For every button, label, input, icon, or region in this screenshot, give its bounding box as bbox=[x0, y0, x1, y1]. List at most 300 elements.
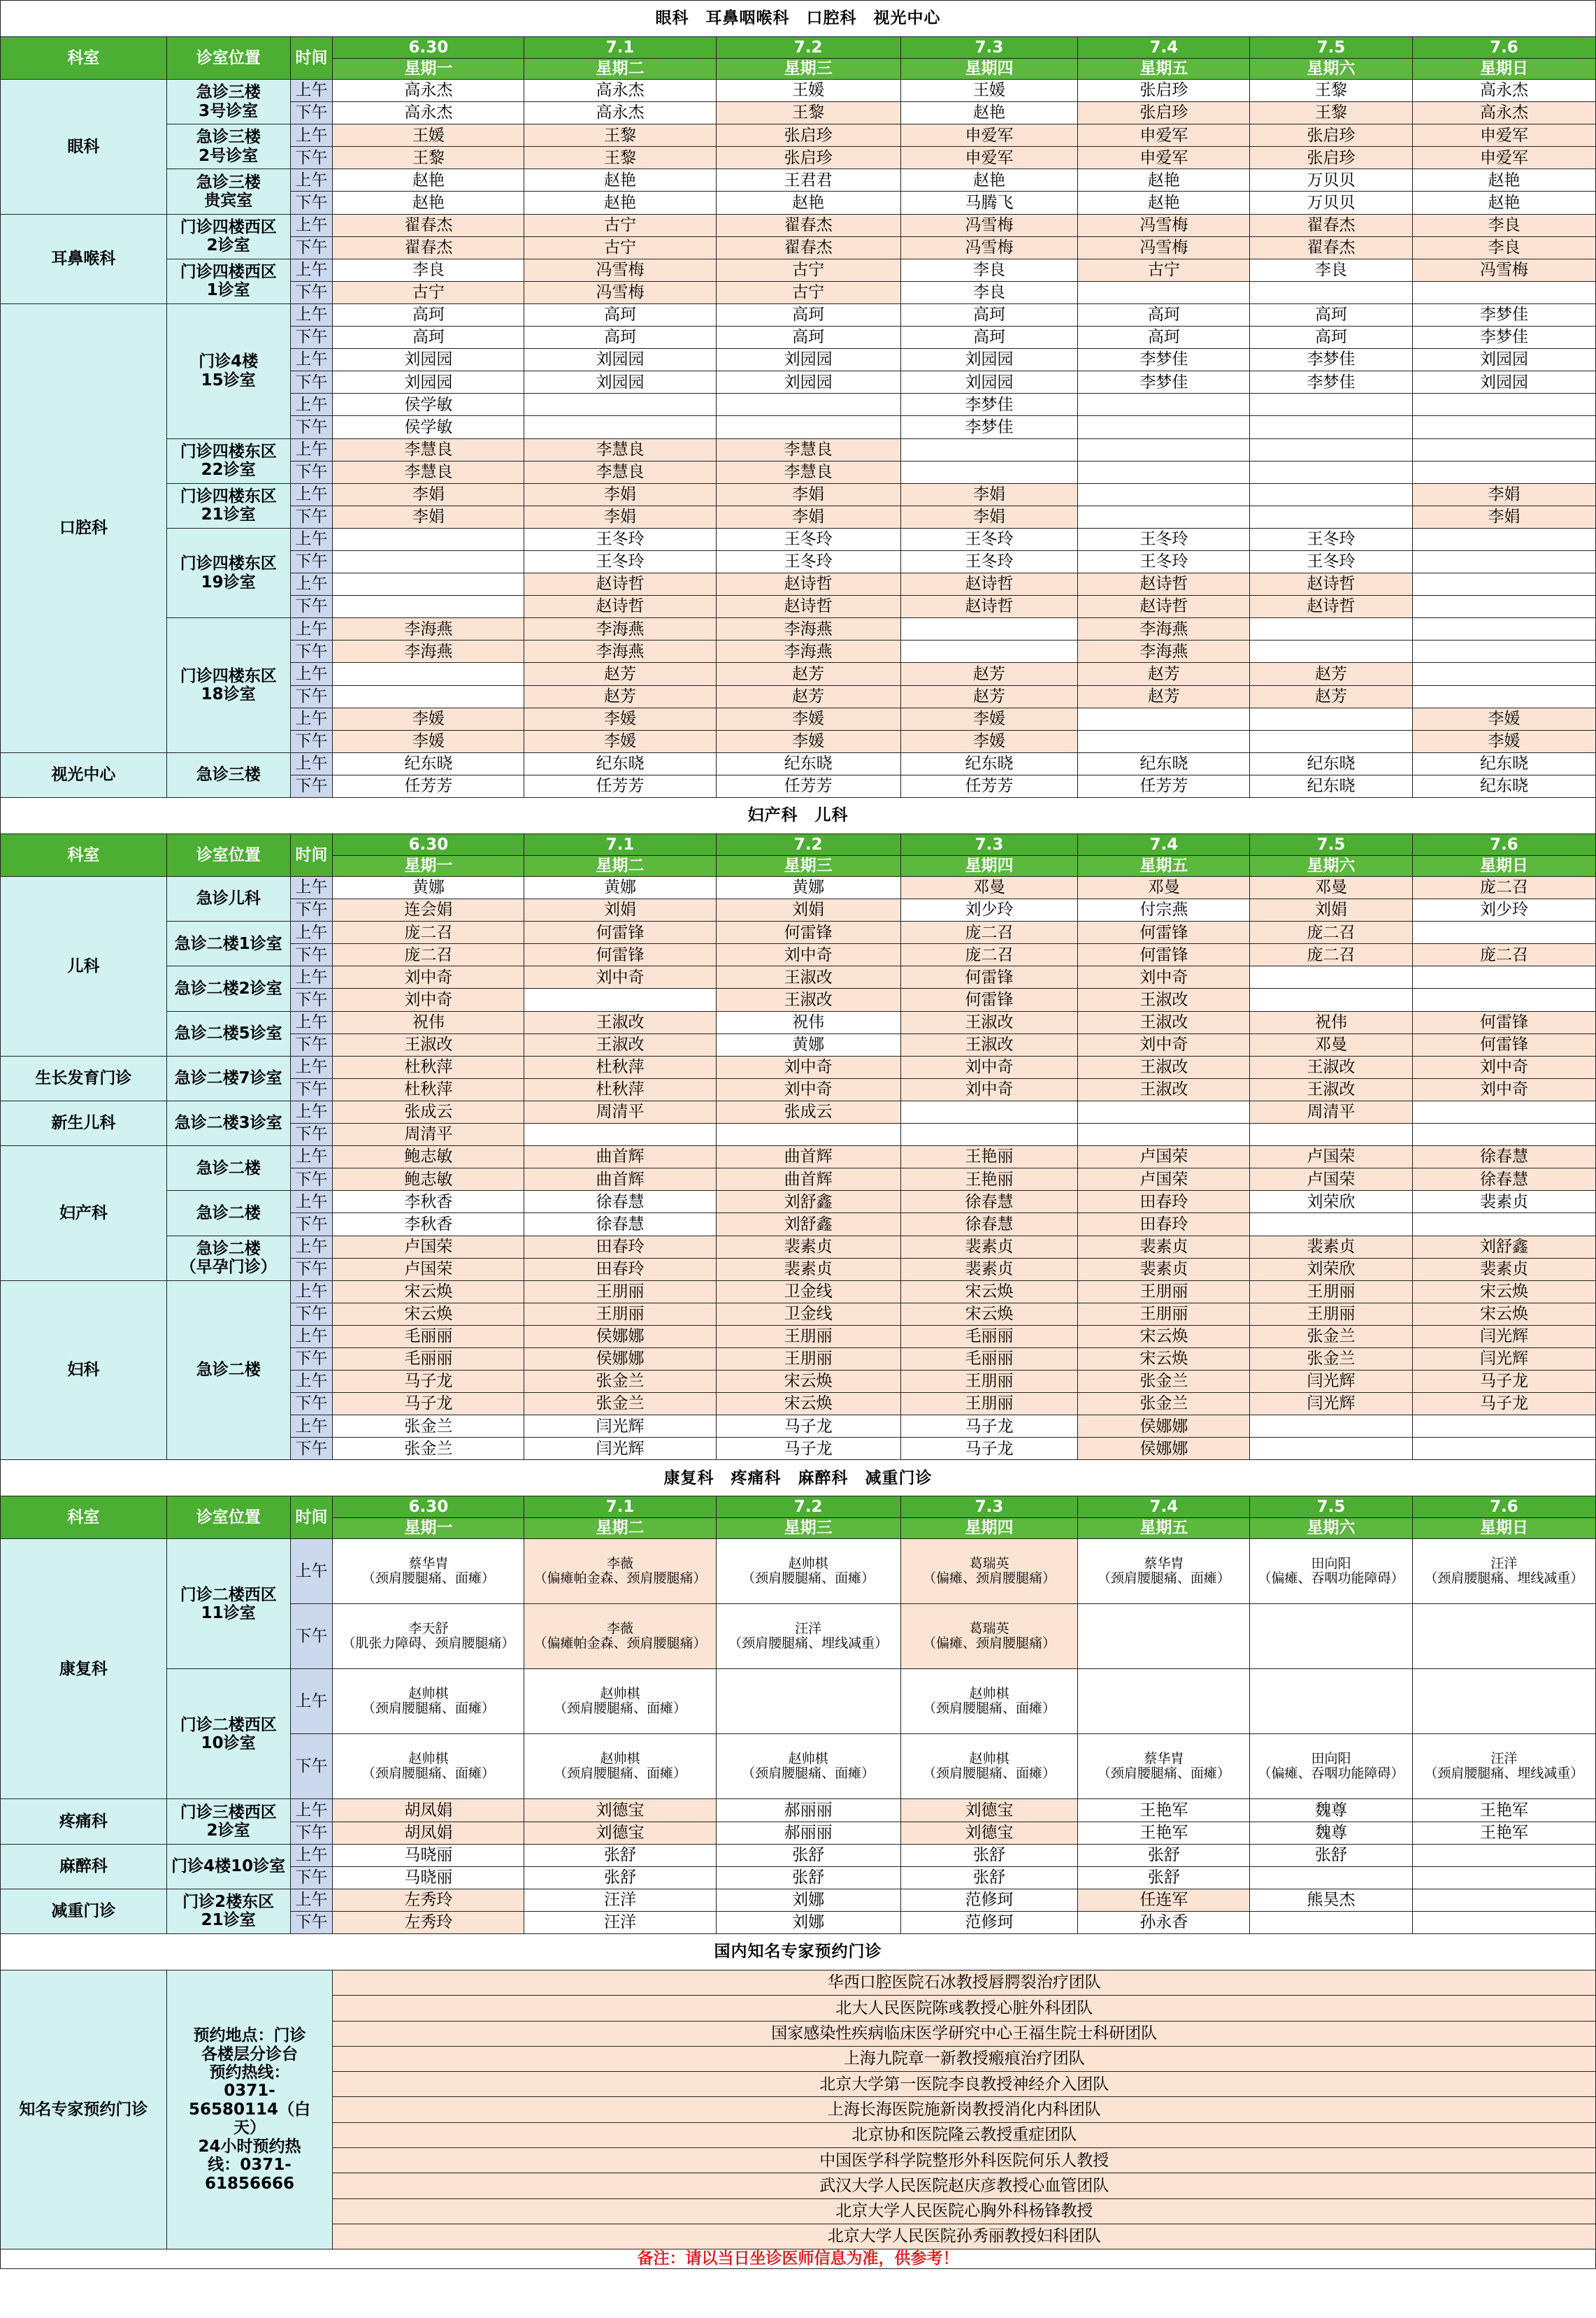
doctor-cell: 宋云焕 bbox=[716, 1393, 900, 1415]
expert-location bbox=[166, 1970, 333, 2249]
doctor-cell: 王朋丽 bbox=[900, 1371, 1078, 1393]
doctor-cell: 高永杰 bbox=[1412, 102, 1595, 124]
room-location: 门诊四楼东区 22诊室 bbox=[166, 438, 290, 483]
doctor-cell: 汪洋 bbox=[524, 1911, 716, 1933]
doctor-cell: 庞二召 bbox=[900, 922, 1078, 944]
doctor-cell: 李慧良 bbox=[716, 438, 900, 461]
time-slot: 上午 bbox=[290, 438, 333, 461]
doctor-cell: 王冬玲 bbox=[524, 528, 716, 550]
doctor-cell: 徐春慧 bbox=[900, 1213, 1078, 1236]
doctor-cell: 赵帅棋 （颈肩腰腿痛、面瘫） bbox=[900, 1734, 1078, 1799]
time-slot: 上午 bbox=[290, 80, 333, 102]
doctor-cell: 赵帅棋 （颈肩腰腿痛、面瘫） bbox=[716, 1734, 900, 1799]
date-header: 7.4 bbox=[1078, 1496, 1250, 1518]
time-slot: 上午 bbox=[290, 349, 333, 371]
doctor-cell: 赵艳 bbox=[716, 192, 900, 214]
doctor-cell bbox=[1250, 618, 1413, 641]
doctor-cell: 王媛 bbox=[900, 80, 1078, 102]
doctor-cell bbox=[1250, 461, 1413, 483]
header-date-row bbox=[1, 37, 1596, 59]
doctor-cell: 赵芳 bbox=[1250, 685, 1413, 708]
doctor-cell: 刘中奇 bbox=[716, 1056, 900, 1078]
doctor-cell: 古宁 bbox=[716, 281, 900, 303]
doctor-cell: 张金兰 bbox=[333, 1438, 524, 1460]
expert-team: 北京大学人民医院孙秀丽教授妇科团队 bbox=[333, 2224, 1596, 2249]
time-column-header: 时间 bbox=[290, 834, 333, 877]
doctor-cell: 李良 bbox=[333, 259, 524, 281]
doctor-cell: 何雷锋 bbox=[1078, 922, 1250, 944]
expert-team: 华西口腔医院石冰教授唇腭裂治疗团队 bbox=[333, 1970, 1596, 1996]
doctor-cell bbox=[900, 1101, 1078, 1123]
schedule-row bbox=[1, 169, 1596, 192]
time-slot: 下午 bbox=[290, 989, 333, 1011]
doctor-cell: 王淑改 bbox=[333, 1033, 524, 1056]
weekday-header: 星期四 bbox=[900, 58, 1078, 80]
doctor-cell: 葛瑞英 （偏瘫、颈肩腰腿痛） bbox=[900, 1604, 1078, 1669]
time-slot: 上午 bbox=[290, 124, 333, 147]
doctor-cell: 李良 bbox=[1250, 259, 1413, 281]
doctor-cell: 王媛 bbox=[716, 80, 900, 102]
doctor-cell bbox=[1412, 966, 1595, 989]
doctor-cell: 王黎 bbox=[524, 147, 716, 169]
footnote: 备注：请以当日坐诊医师信息为准，供参考！ bbox=[1, 2249, 1596, 2268]
doctor-cell: 闫光辉 bbox=[1250, 1371, 1413, 1393]
doctor-cell: 李娟 bbox=[1412, 506, 1595, 528]
room-location: 门诊二楼西区 11诊室 bbox=[166, 1539, 290, 1669]
time-slot: 下午 bbox=[290, 641, 333, 663]
time-slot: 下午 bbox=[290, 596, 333, 618]
doctor-cell: 祝伟 bbox=[1250, 1011, 1413, 1033]
doctor-cell: 张舒 bbox=[900, 1866, 1078, 1889]
department-name: 生长发育门诊 bbox=[1, 1056, 167, 1101]
doctor-cell: 田春玲 bbox=[524, 1258, 716, 1280]
weekday-header: 星期四 bbox=[900, 855, 1078, 877]
schedule-row bbox=[1, 1669, 1596, 1734]
doctor-cell: 王冬玲 bbox=[900, 528, 1078, 550]
doctor-cell: 黄娜 bbox=[524, 877, 716, 899]
doctor-cell bbox=[900, 438, 1078, 461]
doctor-cell: 高永杰 bbox=[524, 102, 716, 124]
doctor-cell bbox=[1412, 1101, 1595, 1123]
doctor-cell: 高珂 bbox=[333, 327, 524, 349]
doctor-cell: 冯雪梅 bbox=[900, 214, 1078, 236]
doctor-cell: 张启珍 bbox=[1078, 80, 1250, 102]
doctor-cell: 王媛 bbox=[333, 124, 524, 147]
doctor-cell: 纪东晓 bbox=[1078, 752, 1250, 775]
doctor-cell: 张成云 bbox=[716, 1101, 900, 1123]
doctor-cell: 刘园园 bbox=[1412, 371, 1595, 394]
doctor-cell: 刘园园 bbox=[333, 371, 524, 394]
doctor-cell: 赵艳 bbox=[1078, 192, 1250, 214]
doctor-cell: 郝丽丽 bbox=[716, 1799, 900, 1822]
doctor-cell: 赵艳 bbox=[1078, 169, 1250, 192]
doctor-cell: 赵帅棋 （颈肩腰腿痛、面瘫） bbox=[524, 1669, 716, 1734]
doctor-cell: 纪东晓 bbox=[1412, 775, 1595, 797]
date-header: 7.5 bbox=[1250, 834, 1413, 856]
doctor-cell: 李娟 bbox=[524, 483, 716, 506]
time-slot: 上午 bbox=[290, 1325, 333, 1347]
doctor-cell: 宋云焕 bbox=[333, 1303, 524, 1325]
doctor-cell: 徐春慧 bbox=[1412, 1168, 1595, 1191]
doctor-cell bbox=[1412, 416, 1595, 438]
doctor-cell bbox=[900, 641, 1078, 663]
doctor-cell: 纪东晓 bbox=[1250, 775, 1413, 797]
doctor-cell: 马腾飞 bbox=[900, 192, 1078, 214]
doctor-cell: 田向阳 （偏瘫、吞咽功能障碍） bbox=[1250, 1734, 1413, 1799]
doctor-cell bbox=[1412, 618, 1595, 641]
time-slot: 下午 bbox=[290, 1124, 333, 1146]
doctor-cell bbox=[716, 416, 900, 438]
doctor-cell: 张舒 bbox=[1250, 1844, 1413, 1866]
doctor-cell: 张舒 bbox=[1078, 1866, 1250, 1889]
doctor-cell: 左秀玲 bbox=[333, 1889, 524, 1911]
doctor-cell: 张启珍 bbox=[716, 124, 900, 147]
doctor-cell: 裴素贞 bbox=[716, 1258, 900, 1280]
doctor-cell: 赵帅棋 （颈肩腰腿痛、面瘫） bbox=[900, 1669, 1078, 1734]
doctor-cell: 王朋丽 bbox=[524, 1303, 716, 1325]
doctor-cell bbox=[1078, 281, 1250, 303]
doctor-cell: 黄娜 bbox=[716, 877, 900, 899]
date-header: 7.2 bbox=[716, 37, 900, 59]
time-slot: 下午 bbox=[290, 1303, 333, 1325]
doctor-cell: 赵芳 bbox=[716, 663, 900, 685]
expert-dept-name: 知名专家预约门诊 bbox=[1, 1970, 167, 2249]
doctor-cell: 申爱军 bbox=[900, 147, 1078, 169]
doctor-cell: 侯学敏 bbox=[333, 416, 524, 438]
doctor-cell: 张金兰 bbox=[1078, 1393, 1250, 1415]
doctor-cell bbox=[333, 596, 524, 618]
doctor-cell bbox=[1412, 1604, 1595, 1669]
doctor-cell: 周清平 bbox=[1250, 1101, 1413, 1123]
doctor-cell bbox=[1412, 1889, 1595, 1911]
doctor-cell: 纪东晓 bbox=[524, 752, 716, 775]
doctor-cell: 赵诗哲 bbox=[1250, 596, 1413, 618]
weekday-header: 星期六 bbox=[1250, 1517, 1413, 1539]
time-slot: 上午 bbox=[290, 1191, 333, 1213]
doctor-cell: 宋云焕 bbox=[900, 1303, 1078, 1325]
doctor-cell: 裴素贞 bbox=[1412, 1258, 1595, 1280]
doctor-cell: 田春玲 bbox=[1078, 1191, 1250, 1213]
doctor-cell: 古宁 bbox=[524, 236, 716, 259]
time-slot: 上午 bbox=[290, 303, 333, 326]
doctor-cell: 申爱军 bbox=[1078, 147, 1250, 169]
doctor-cell: 刘园园 bbox=[900, 349, 1078, 371]
doctor-cell: 申爱军 bbox=[1412, 124, 1595, 147]
department-name: 妇产科 bbox=[1, 1146, 167, 1281]
time-slot: 下午 bbox=[290, 192, 333, 214]
doctor-cell: 马晓丽 bbox=[333, 1844, 524, 1866]
doctor-cell bbox=[1078, 394, 1250, 416]
expert-location-line: 61856666 bbox=[205, 2174, 295, 2193]
doctor-cell: 王艳丽 bbox=[900, 1168, 1078, 1191]
room-column-header: 诊室位置 bbox=[166, 1496, 290, 1539]
doctor-cell: 李娟 bbox=[333, 483, 524, 506]
doctor-cell bbox=[1078, 483, 1250, 506]
doctor-cell bbox=[1250, 708, 1413, 730]
time-slot: 下午 bbox=[290, 1604, 333, 1669]
weekday-header: 星期四 bbox=[900, 1517, 1078, 1539]
time-slot: 上午 bbox=[290, 1371, 333, 1393]
room-location: 门诊四楼东区 18诊室 bbox=[166, 618, 290, 753]
date-header: 7.1 bbox=[524, 1496, 716, 1518]
doctor-cell bbox=[1250, 730, 1413, 752]
expert-team: 北大人民医院陈彧教授心脏外科团队 bbox=[333, 1996, 1596, 2021]
expert-team: 国家感染性疾病临床医学研究中心王福生院士科研团队 bbox=[333, 2021, 1596, 2046]
room-location: 门诊2楼东区 21诊室 bbox=[166, 1889, 290, 1933]
department-name: 麻醉科 bbox=[1, 1844, 167, 1889]
time-slot: 上午 bbox=[290, 483, 333, 506]
room-column-header: 诊室位置 bbox=[166, 834, 290, 877]
doctor-cell: 赵诗哲 bbox=[524, 573, 716, 596]
schedule-row bbox=[1, 259, 1596, 281]
doctor-cell: 宋云焕 bbox=[333, 1280, 524, 1303]
doctor-cell: 王淑改 bbox=[900, 1033, 1078, 1056]
section-title: 妇产科 儿科 bbox=[1, 798, 1596, 834]
section-title: 康复科 疼痛科 麻醉科 减重门诊 bbox=[1, 1460, 1596, 1496]
doctor-cell: 汪洋 bbox=[524, 1889, 716, 1911]
doctor-cell: 曲首辉 bbox=[524, 1146, 716, 1168]
time-slot: 下午 bbox=[290, 1033, 333, 1056]
doctor-cell: 刘园园 bbox=[524, 349, 716, 371]
doctor-cell: 李梦佳 bbox=[1412, 303, 1595, 326]
doctor-cell: 刘中奇 bbox=[1412, 1056, 1595, 1078]
doctor-cell: 纪东晓 bbox=[900, 752, 1078, 775]
doctor-cell: 任芳芳 bbox=[333, 775, 524, 797]
doctor-cell: 刘园园 bbox=[900, 371, 1078, 394]
doctor-cell: 李梦佳 bbox=[900, 394, 1078, 416]
doctor-cell: 黄娜 bbox=[333, 877, 524, 899]
doctor-cell: 王艳军 bbox=[1412, 1799, 1595, 1822]
doctor-cell bbox=[1250, 483, 1413, 506]
doctor-cell: 张金兰 bbox=[524, 1393, 716, 1415]
doctor-cell: 张舒 bbox=[716, 1866, 900, 1889]
doctor-cell bbox=[1250, 438, 1413, 461]
doctor-cell: 张金兰 bbox=[1078, 1371, 1250, 1393]
doctor-cell bbox=[1250, 1415, 1413, 1438]
doctor-cell: 刘德宝 bbox=[900, 1822, 1078, 1844]
schedule-row bbox=[1, 1191, 1596, 1213]
time-slot: 上午 bbox=[290, 1669, 333, 1734]
dept-column-header: 科室 bbox=[1, 37, 167, 80]
department-name: 疼痛科 bbox=[1, 1799, 167, 1844]
schedule-row bbox=[1, 80, 1596, 102]
weekday-header: 星期三 bbox=[716, 855, 900, 877]
doctor-cell: 赵芳 bbox=[900, 685, 1078, 708]
doctor-cell: 李媛 bbox=[900, 730, 1078, 752]
time-slot: 上午 bbox=[290, 1415, 333, 1438]
doctor-cell: 张启珍 bbox=[1250, 124, 1413, 147]
date-header: 7.6 bbox=[1412, 1496, 1595, 1518]
doctor-cell bbox=[1250, 1213, 1413, 1236]
doctor-cell: 马子龙 bbox=[716, 1438, 900, 1460]
doctor-cell: 卫金线 bbox=[716, 1280, 900, 1303]
expert-team: 北京大学第一医院李良教授神经介入团队 bbox=[333, 2072, 1596, 2097]
doctor-cell bbox=[1078, 506, 1250, 528]
doctor-cell: 闫光辉 bbox=[524, 1415, 716, 1438]
doctor-cell: 宋云焕 bbox=[716, 1371, 900, 1393]
doctor-cell: 李媛 bbox=[524, 708, 716, 730]
weekday-header: 星期二 bbox=[524, 855, 716, 877]
doctor-cell bbox=[1412, 438, 1595, 461]
doctor-cell: 王黎 bbox=[524, 124, 716, 147]
section-title-row bbox=[1, 1934, 1596, 1970]
doctor-cell: 魏尊 bbox=[1250, 1822, 1413, 1844]
doctor-cell: 赵艳 bbox=[900, 102, 1078, 124]
doctor-cell bbox=[1250, 1911, 1413, 1933]
doctor-cell: 张启珍 bbox=[1250, 147, 1413, 169]
time-slot: 上午 bbox=[290, 1280, 333, 1303]
date-header: 6.30 bbox=[333, 834, 524, 856]
weekday-header: 星期五 bbox=[1078, 855, 1250, 877]
doctor-cell: 李慧良 bbox=[716, 461, 900, 483]
doctor-cell: 马子龙 bbox=[333, 1393, 524, 1415]
doctor-cell bbox=[1412, 573, 1595, 596]
doctor-cell: 张启珍 bbox=[716, 147, 900, 169]
doctor-cell: 高珂 bbox=[1250, 327, 1413, 349]
weekday-header: 星期日 bbox=[1412, 1517, 1595, 1539]
doctor-cell: 徐春慧 bbox=[524, 1213, 716, 1236]
doctor-cell: 李娟 bbox=[524, 506, 716, 528]
doctor-cell: 邓曼 bbox=[1250, 877, 1413, 899]
doctor-cell: 马子龙 bbox=[900, 1415, 1078, 1438]
time-slot: 下午 bbox=[290, 371, 333, 394]
doctor-cell: 祝伟 bbox=[333, 1011, 524, 1033]
doctor-cell: 高珂 bbox=[716, 303, 900, 326]
doctor-cell: 庞二召 bbox=[1250, 944, 1413, 966]
doctor-cell: 李媛 bbox=[716, 730, 900, 752]
doctor-cell: 赵诗哲 bbox=[1078, 573, 1250, 596]
doctor-cell: 李媛 bbox=[333, 730, 524, 752]
doctor-cell: 纪东晓 bbox=[1412, 752, 1595, 775]
doctor-cell: 连会娟 bbox=[333, 899, 524, 922]
doctor-cell: 古宁 bbox=[716, 259, 900, 281]
doctor-cell: 张金兰 bbox=[524, 1371, 716, 1393]
doctor-cell bbox=[716, 394, 900, 416]
doctor-cell: 王冬玲 bbox=[716, 528, 900, 550]
time-slot: 上午 bbox=[290, 1011, 333, 1033]
doctor-cell: 王冬玲 bbox=[1078, 550, 1250, 573]
doctor-cell: 卫金线 bbox=[716, 1303, 900, 1325]
doctor-cell: 裴素贞 bbox=[1078, 1236, 1250, 1258]
time-slot: 下午 bbox=[290, 1438, 333, 1460]
doctor-cell: 李薇 （偏瘫帕金森、颈肩腰腿痛） bbox=[524, 1604, 716, 1669]
doctor-cell: 汪洋 （颈肩腰腿痛、埋线减重） bbox=[716, 1604, 900, 1669]
doctor-cell: 李媛 bbox=[900, 708, 1078, 730]
room-column-header: 诊室位置 bbox=[166, 37, 290, 80]
doctor-cell: 赵艳 bbox=[1412, 192, 1595, 214]
doctor-cell: 王淑改 bbox=[1078, 1056, 1250, 1078]
weekday-header: 星期日 bbox=[1412, 855, 1595, 877]
time-slot: 上午 bbox=[290, 752, 333, 775]
doctor-cell: 刘中奇 bbox=[900, 1056, 1078, 1078]
doctor-cell: 王艳军 bbox=[1078, 1822, 1250, 1844]
room-location: 急诊二楼5诊室 bbox=[166, 1011, 290, 1056]
expert-location-line: 24小时预约热 bbox=[198, 2137, 301, 2156]
doctor-cell: 王朋丽 bbox=[900, 1393, 1078, 1415]
doctor-cell: 杜秋萍 bbox=[524, 1056, 716, 1078]
time-slot: 下午 bbox=[290, 1734, 333, 1799]
time-slot: 上午 bbox=[290, 1146, 333, 1168]
doctor-cell: 庞二召 bbox=[333, 944, 524, 966]
doctor-cell: 田春玲 bbox=[1078, 1213, 1250, 1236]
doctor-cell: 高永杰 bbox=[524, 80, 716, 102]
expert-location-line: 56580114（白 bbox=[189, 2100, 311, 2119]
dept-column-header: 科室 bbox=[1, 1496, 167, 1539]
doctor-cell: 赵芳 bbox=[716, 685, 900, 708]
time-slot: 下午 bbox=[290, 1347, 333, 1370]
doctor-cell: 何雷锋 bbox=[524, 944, 716, 966]
schedule-row bbox=[1, 1146, 1596, 1168]
doctor-cell: 赵艳 bbox=[333, 169, 524, 192]
room-location: 急诊三楼 3号诊室 bbox=[166, 80, 290, 124]
schedule-row bbox=[1, 1844, 1596, 1866]
doctor-cell: 李慧良 bbox=[524, 461, 716, 483]
doctor-cell: 侯娜娜 bbox=[524, 1325, 716, 1347]
doctor-cell: 闫光辉 bbox=[1412, 1325, 1595, 1347]
weekday-header: 星期二 bbox=[524, 1517, 716, 1539]
doctor-cell: 王淑改 bbox=[1078, 1011, 1250, 1033]
date-header: 7.3 bbox=[900, 834, 1078, 856]
time-slot: 下午 bbox=[290, 327, 333, 349]
doctor-cell: 张舒 bbox=[1078, 1844, 1250, 1866]
time-slot: 下午 bbox=[290, 1213, 333, 1236]
department-name: 新生儿科 bbox=[1, 1101, 167, 1145]
time-slot: 下午 bbox=[290, 1822, 333, 1844]
weekday-header: 星期二 bbox=[524, 58, 716, 80]
date-header: 7.2 bbox=[716, 834, 900, 856]
doctor-cell: 庞二召 bbox=[333, 922, 524, 944]
doctor-cell: 马子龙 bbox=[333, 1371, 524, 1393]
doctor-cell bbox=[1412, 641, 1595, 663]
doctor-cell: 王淑改 bbox=[524, 1033, 716, 1056]
time-slot: 上午 bbox=[290, 877, 333, 899]
doctor-cell: 徐春慧 bbox=[1412, 1146, 1595, 1168]
doctor-cell: 赵诗哲 bbox=[524, 596, 716, 618]
doctor-cell: 赵帅棋 （颈肩腰腿痛、面瘫） bbox=[716, 1539, 900, 1604]
doctor-cell: 何雷锋 bbox=[524, 922, 716, 944]
doctor-cell: 刘中奇 bbox=[716, 1078, 900, 1101]
doctor-cell: 王淑改 bbox=[716, 966, 900, 989]
doctor-cell: 李海燕 bbox=[1078, 641, 1250, 663]
doctor-cell: 熊昊杰 bbox=[1250, 1889, 1413, 1911]
doctor-cell: 李秋香 bbox=[333, 1213, 524, 1236]
doctor-cell: 祝伟 bbox=[716, 1011, 900, 1033]
doctor-cell: 裴素贞 bbox=[1412, 1191, 1595, 1213]
doctor-cell: 李秋香 bbox=[333, 1191, 524, 1213]
doctor-cell: 李娟 bbox=[716, 506, 900, 528]
doctor-cell bbox=[1250, 1669, 1413, 1734]
note-row bbox=[1, 2249, 1596, 2268]
doctor-cell: 王朋丽 bbox=[716, 1325, 900, 1347]
schedule-row bbox=[1, 1889, 1596, 1911]
time-slot: 上午 bbox=[290, 966, 333, 989]
doctor-cell: 蔡华胄 （颈肩腰腿痛、面瘫） bbox=[1078, 1734, 1250, 1799]
doctor-cell: 曲首辉 bbox=[524, 1168, 716, 1191]
room-location: 急诊二楼 bbox=[166, 1146, 290, 1191]
date-header: 7.1 bbox=[524, 834, 716, 856]
doctor-cell bbox=[333, 550, 524, 573]
doctor-cell: 刘中奇 bbox=[333, 966, 524, 989]
doctor-cell: 刘中奇 bbox=[333, 989, 524, 1011]
doctor-cell bbox=[1250, 394, 1413, 416]
schedule-row bbox=[1, 1236, 1596, 1258]
time-slot: 下午 bbox=[290, 775, 333, 797]
doctor-cell: 蔡华胄 （颈肩腰腿痛、面瘫） bbox=[333, 1539, 524, 1604]
weekday-header: 星期三 bbox=[716, 1517, 900, 1539]
doctor-cell bbox=[1412, 394, 1595, 416]
doctor-cell: 王艳军 bbox=[1412, 1822, 1595, 1844]
department-name: 妇科 bbox=[1, 1280, 167, 1460]
